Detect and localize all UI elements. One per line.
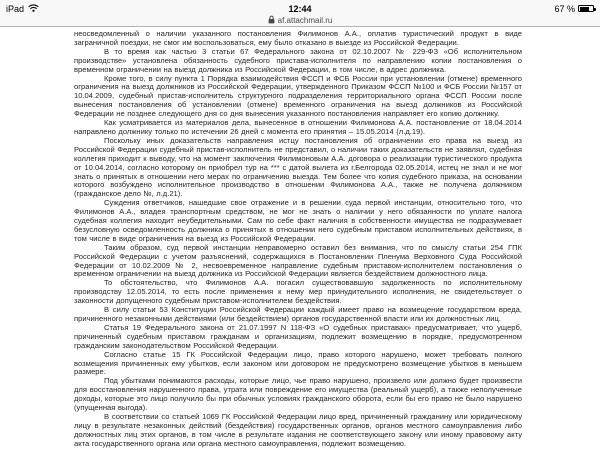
browser-chrome xyxy=(0,0,600,27)
paragraph: В соответствии со статьей 1069 ГК Российской Федерации лицо вред, причиненный гражданину или юридическому лицу в результате незаконных действий (бездействия) государственных органов, органов местного самоуправления либо должностных лиц этих органов, в том числе в результате издания не соответствующего закону или иному правовому акту акта государственного органа или органа местного самоуправления, подлежит возмещению. xyxy=(74,411,522,448)
paragraph: Поскольку иных доказательств направления истцу постановления об ограничении его права на выезд из Российской Федерации судебный пристав-исполнитель не представил, о наличии таких доказательств не заявлял, судебная коллегия приходит к выводу, что на момент заключения Филимоновым А.А. договора о реализации туристического продукта от 10.04.2014, согласно которому он приобрел тур на *** с датой вылета из г.Белгорода 02.05.2014, истец не знал и не мог знать о принятых в отношении него мерах по ограничению выезда. Тем более что копия судебного приказа, на основании которого возбуждено исполнительное производство в отношении Филимонова А.А., также не получена должником (гражданское дело №, л.д.21). xyxy=(74,135,522,199)
paragraph: Таким образом, суд первой инстанции неправомерно оставил без внимания, что по смыслу статьи 254 ГПК Российской Федерации с учетом разъяснений, содержащихся в Постановлении Пленума Верховного Суда Российской Федерации от 10.02.2009 № 2, несвоевременное направление судебным приставом-исполнителем постановления о временном ограничении на выезд должника из Российской Федерации является бездействием должностного лица. xyxy=(74,242,522,279)
lock-icon xyxy=(268,15,275,26)
clock: 12:44 xyxy=(288,3,312,14)
document-view[interactable] xyxy=(0,27,600,449)
status-right xyxy=(398,4,594,14)
paragraph: В то время как частью 3 статьи 67 Федерального закона от 02.10.2007 № 229-ФЗ «Об исполнительном производстве» установлена обязанность судебного пристава-исполнителя по направлению копии постановления о временном ограничении на выезд должника из Российской Федерации, в том числе, в адрес должника. xyxy=(74,46,522,74)
paragraph: Статья 19 Федерального закона от 21.07.1997 N 118-ФЗ «О судебных приставах» предусматривает, что ущерб, причиненный судебным приставом гражданам и организациям, подлежит возмещению в порядке, предусмотренном гражданским законодательством Российской Федерации. xyxy=(74,322,522,350)
url-text: af.attachmail.ru xyxy=(277,16,333,25)
device-label: iPad xyxy=(6,3,25,14)
paragraph: Суждения ответчиков, нашедшие свое отражение и в решении суда первой инстанции, относительно того, что Филимонов А.А., владея транспортным средством, не мог не знать о наличии у него обязанности по уплате налога судебная коллегия находит неубедительными. Сам по себе факт наличия в собственности имущества не подразумевает безусловную осведомленность должника о принятых в отношении него судебным приставом исполнительных действиях, в том числе в виде ограничения на выезд из Российской Федерации. xyxy=(74,198,522,243)
paragraph: Согласно статье 15 ГК Российской Федерации лицо, право которого нарушено, может требовать полного возмещения причиненных ему убытков, если законом или договором не предусмотрено возмещение убытков в меньшем размере. xyxy=(74,349,522,377)
status-left xyxy=(6,4,202,14)
status-bar xyxy=(0,2,600,15)
paragraph: Кроме того, в силу пункта 1 Порядка взаимодействия ФССП и ФСБ России при установлении (отмене) временного ограничения на выезд должников из Российской Федерации, утвержденного Приказом ФССП №100 и ФСБ России №157 от 10.04.2009, судебный пристав-исполнитель структурного подразделения территориального органа ФССП России после вынесения постановления об установлении (отмене) временного ограничения на выезд должников из Российской Федерации не позднее следующего дня со дня вынесения указанного постановления направляет его копию должнику. xyxy=(74,73,522,119)
paragraph: неосведомленный о наличии указанного постановления Филимонов А.А., оплатив туристический продукт в виде заграничной поездки, не смог им воспользоваться, ему было отказано в выезде из Российской Федерации. xyxy=(74,29,522,47)
paragraph: В силу статьи 53 Конституции Российской Федерации каждый имеет право на возмещение государством вреда, причиненного незаконными действиями (или бездействием) органов государственной власти или их должностных лиц. xyxy=(74,305,522,323)
document-paragraphs xyxy=(74,30,522,449)
wifi-icon xyxy=(28,4,39,14)
battery-icon xyxy=(578,5,594,12)
paragraph: Как усматривается из материалов дела, вынесенное в отношении Филимонова А.А. постановление от 18.04.2014 направлено должнику только по истечении 26 дней с момента его принятия – 15.05.2014 (л.д.19). xyxy=(74,118,522,136)
paragraph: То обстоятельство, что Филимонов А.А. погасил существовавшую задолженность по исполнительному производству 12.05.2014, то есть после применения к нему мер принудительного исполнения, не свидетельствует о законности допущенного судебным приставом-исполнителем бездействия. xyxy=(74,278,522,306)
paragraph: Под убытками понимаются расходы, которые лицо, чье право нарушено, произвело или должно будет произвести для восстановления нарушенного права, утрата или повреждение его имущества (реальный ущерб), а также неполученные доходы, которые это лицо получило бы при обычных условиях гражданского оборота, если бы его право не было нарушено (упущенная выгода). xyxy=(74,376,522,413)
address-bar[interactable] xyxy=(0,15,600,26)
battery-percent: 67 % xyxy=(554,3,575,14)
